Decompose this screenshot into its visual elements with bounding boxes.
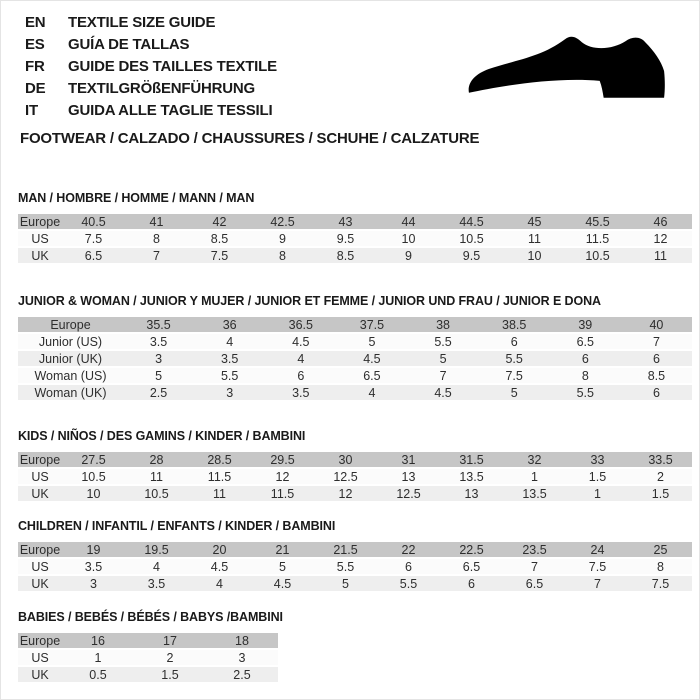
size-value: 1.5 [629, 486, 692, 503]
size-row [18, 214, 692, 231]
row-label: UK [18, 248, 62, 265]
size-value: 5.5 [479, 351, 550, 368]
language-code: FR [25, 58, 45, 75]
size-value: 6.5 [62, 248, 125, 265]
size-value: 44 [377, 214, 440, 231]
size-row [18, 486, 692, 503]
size-value: 18 [206, 633, 278, 650]
size-value: 4.5 [265, 334, 336, 351]
size-value: 7 [408, 368, 479, 385]
size-value: 36.5 [265, 317, 336, 334]
size-value: 42 [188, 214, 251, 231]
size-value: 10 [62, 486, 125, 503]
size-value: 37.5 [336, 317, 407, 334]
row-label: Europe [18, 633, 62, 650]
language-title: GUIDE DES TAILLES TEXTILE [68, 58, 277, 75]
size-value: 6 [265, 368, 336, 385]
size-value: 11 [629, 248, 692, 265]
size-value: 7 [125, 248, 188, 265]
size-value: 10.5 [125, 486, 188, 503]
section-title: KIDS / NIÑOS / DES GAMINS / KINDER / BAMBINI [18, 429, 306, 443]
size-value: 8 [251, 248, 314, 265]
size-value: 9 [377, 248, 440, 265]
size-row [18, 317, 692, 334]
size-value: 40 [621, 317, 692, 334]
size-value: 3 [194, 385, 265, 402]
size-value: 19 [62, 542, 125, 559]
size-value: 12 [314, 486, 377, 503]
language-list [25, 12, 277, 122]
size-value: 13.5 [503, 486, 566, 503]
size-value: 11.5 [566, 231, 629, 248]
size-value: 1.5 [134, 667, 206, 684]
size-value: 3 [62, 576, 125, 593]
size-value: 6.5 [550, 334, 621, 351]
dress-shoe-icon [464, 30, 672, 108]
size-section [18, 191, 692, 265]
size-value: 4.5 [408, 385, 479, 402]
size-value: 11 [125, 469, 188, 486]
size-value: 11 [503, 231, 566, 248]
size-row [18, 650, 278, 667]
language-title: TEXTILE SIZE GUIDE [68, 14, 216, 31]
size-value: 5 [479, 385, 550, 402]
size-value: 6 [550, 351, 621, 368]
size-value: 10.5 [62, 469, 125, 486]
size-value: 5 [314, 576, 377, 593]
size-value: 0.5 [62, 667, 134, 684]
size-row [18, 576, 692, 593]
size-value: 38 [408, 317, 479, 334]
size-value: 6.5 [336, 368, 407, 385]
size-value: 44.5 [440, 214, 503, 231]
size-value: 1 [62, 650, 134, 667]
size-value: 2.5 [123, 385, 194, 402]
size-row [18, 334, 692, 351]
size-table [18, 317, 692, 402]
size-value: 4 [188, 576, 251, 593]
language-code: IT [25, 102, 38, 119]
size-value: 27.5 [62, 452, 125, 469]
size-section [18, 519, 692, 593]
row-label: US [18, 650, 62, 667]
size-value: 46 [629, 214, 692, 231]
section-title: JUNIOR & WOMAN / JUNIOR Y MUJER / JUNIOR ET FEMME / JUNIOR UND FRAU / JUNIOR E DONA [18, 294, 601, 308]
size-value: 10.5 [440, 231, 503, 248]
size-value: 7 [621, 334, 692, 351]
size-value: 5.5 [194, 368, 265, 385]
size-value: 8 [629, 559, 692, 576]
section-title: MAN / HOMBRE / HOMME / MANN / MAN [18, 191, 255, 205]
size-section [18, 294, 692, 402]
size-table [18, 542, 692, 593]
row-label: Europe [18, 542, 62, 559]
size-value: 22 [377, 542, 440, 559]
size-value: 11.5 [251, 486, 314, 503]
language-code: DE [25, 80, 46, 97]
size-value: 45.5 [566, 214, 629, 231]
size-value: 32 [503, 452, 566, 469]
size-section [18, 610, 692, 684]
size-row [18, 248, 692, 265]
size-value: 8.5 [188, 231, 251, 248]
size-value: 45 [503, 214, 566, 231]
language-row [25, 56, 277, 78]
row-label: UK [18, 667, 62, 684]
size-row [18, 351, 692, 368]
language-title: GUÍA DE TALLAS [68, 36, 190, 53]
size-value: 35.5 [123, 317, 194, 334]
size-value: 28.5 [188, 452, 251, 469]
size-value: 6 [621, 351, 692, 368]
section-title: BABIES / BEBÉS / BÉBÉS / BABYS /BAMBINI [18, 610, 283, 624]
size-value: 6 [377, 559, 440, 576]
size-value: 4 [336, 385, 407, 402]
size-row [18, 469, 692, 486]
language-row [25, 100, 277, 122]
size-value: 6.5 [503, 576, 566, 593]
category-title: FOOTWEAR / CALZADO / CHAUSSURES / SCHUHE / CALZATURE [20, 130, 480, 147]
row-label: US [18, 559, 62, 576]
size-value: 39 [550, 317, 621, 334]
language-title: GUIDA ALLE TAGLIE TESSILI [68, 102, 273, 119]
size-value: 3.5 [194, 351, 265, 368]
size-value: 5 [408, 351, 479, 368]
row-label: Junior (US) [18, 334, 123, 351]
size-row [18, 368, 692, 385]
size-value: 4 [265, 351, 336, 368]
size-value: 10 [377, 231, 440, 248]
size-value: 3.5 [125, 576, 188, 593]
size-value: 4.5 [188, 559, 251, 576]
size-value: 43 [314, 214, 377, 231]
size-value: 7.5 [188, 248, 251, 265]
size-value: 1 [503, 469, 566, 486]
row-label: Woman (US) [18, 368, 123, 385]
size-value: 3.5 [123, 334, 194, 351]
size-value: 4.5 [251, 576, 314, 593]
size-value: 2.5 [206, 667, 278, 684]
size-value: 2 [134, 650, 206, 667]
size-value: 41 [125, 214, 188, 231]
size-value: 3.5 [265, 385, 336, 402]
size-value: 5.5 [377, 576, 440, 593]
size-value: 29.5 [251, 452, 314, 469]
size-value: 33 [566, 452, 629, 469]
size-value: 5.5 [314, 559, 377, 576]
size-value: 10 [503, 248, 566, 265]
size-value: 5.5 [408, 334, 479, 351]
size-value: 6 [621, 385, 692, 402]
size-value: 4 [194, 334, 265, 351]
row-label: Junior (UK) [18, 351, 123, 368]
size-value: 11 [188, 486, 251, 503]
size-value: 4 [125, 559, 188, 576]
size-value: 42.5 [251, 214, 314, 231]
size-row [18, 542, 692, 559]
size-value: 13 [440, 486, 503, 503]
size-value: 6 [440, 576, 503, 593]
size-value: 12 [629, 231, 692, 248]
size-value: 8.5 [621, 368, 692, 385]
size-value: 11.5 [188, 469, 251, 486]
size-value: 25 [629, 542, 692, 559]
row-label: UK [18, 576, 62, 593]
size-value: 10.5 [566, 248, 629, 265]
size-value: 9 [251, 231, 314, 248]
size-table [18, 452, 692, 503]
size-value: 17 [134, 633, 206, 650]
size-value: 30 [314, 452, 377, 469]
language-row [25, 12, 277, 34]
language-code: EN [25, 14, 46, 31]
row-label: Europe [18, 214, 62, 231]
row-label: UK [18, 486, 62, 503]
size-value: 36 [194, 317, 265, 334]
size-row [18, 231, 692, 248]
size-value: 19.5 [125, 542, 188, 559]
size-value: 31 [377, 452, 440, 469]
size-value: 40.5 [62, 214, 125, 231]
size-value: 12 [251, 469, 314, 486]
size-value: 9.5 [314, 231, 377, 248]
size-row [18, 385, 692, 402]
size-value: 4.5 [336, 351, 407, 368]
size-value: 24 [566, 542, 629, 559]
size-value: 33.5 [629, 452, 692, 469]
size-row [18, 633, 278, 650]
row-label: US [18, 469, 62, 486]
size-value: 7 [503, 559, 566, 576]
language-code: ES [25, 36, 45, 53]
size-value: 8 [550, 368, 621, 385]
size-value: 20 [188, 542, 251, 559]
size-value: 1.5 [566, 469, 629, 486]
size-value: 5 [123, 368, 194, 385]
size-value: 7.5 [479, 368, 550, 385]
language-row [25, 34, 277, 56]
size-value: 3.5 [62, 559, 125, 576]
language-row [25, 78, 277, 100]
size-value: 5.5 [550, 385, 621, 402]
size-value: 7.5 [566, 559, 629, 576]
size-row [18, 452, 692, 469]
size-value: 16 [62, 633, 134, 650]
size-table [18, 633, 278, 684]
size-section [18, 429, 692, 503]
size-value: 22.5 [440, 542, 503, 559]
size-value: 7 [566, 576, 629, 593]
size-value: 12.5 [377, 486, 440, 503]
size-value: 8.5 [314, 248, 377, 265]
size-value: 23.5 [503, 542, 566, 559]
section-title: CHILDREN / INFANTIL / ENFANTS / KINDER / BAMBINI [18, 519, 336, 533]
language-title: TEXTILGRÖßENFÜHRUNG [68, 80, 256, 97]
size-value: 31.5 [440, 452, 503, 469]
size-table [18, 214, 692, 265]
size-value: 3 [123, 351, 194, 368]
size-value: 9.5 [440, 248, 503, 265]
size-value: 5 [336, 334, 407, 351]
size-row [18, 667, 278, 684]
size-value: 3 [206, 650, 278, 667]
size-value: 12.5 [314, 469, 377, 486]
size-value: 1 [566, 486, 629, 503]
size-value: 2 [629, 469, 692, 486]
size-value: 13 [377, 469, 440, 486]
size-value: 6.5 [440, 559, 503, 576]
size-value: 21 [251, 542, 314, 559]
size-value: 8 [125, 231, 188, 248]
size-value: 6 [479, 334, 550, 351]
size-value: 21.5 [314, 542, 377, 559]
size-value: 5 [251, 559, 314, 576]
size-value: 7.5 [629, 576, 692, 593]
size-value: 13.5 [440, 469, 503, 486]
size-value: 28 [125, 452, 188, 469]
row-label: Europe [18, 452, 62, 469]
row-label: US [18, 231, 62, 248]
row-label: Woman (UK) [18, 385, 123, 402]
row-label: Europe [18, 317, 123, 334]
size-value: 7.5 [62, 231, 125, 248]
size-value: 38.5 [479, 317, 550, 334]
size-row [18, 559, 692, 576]
